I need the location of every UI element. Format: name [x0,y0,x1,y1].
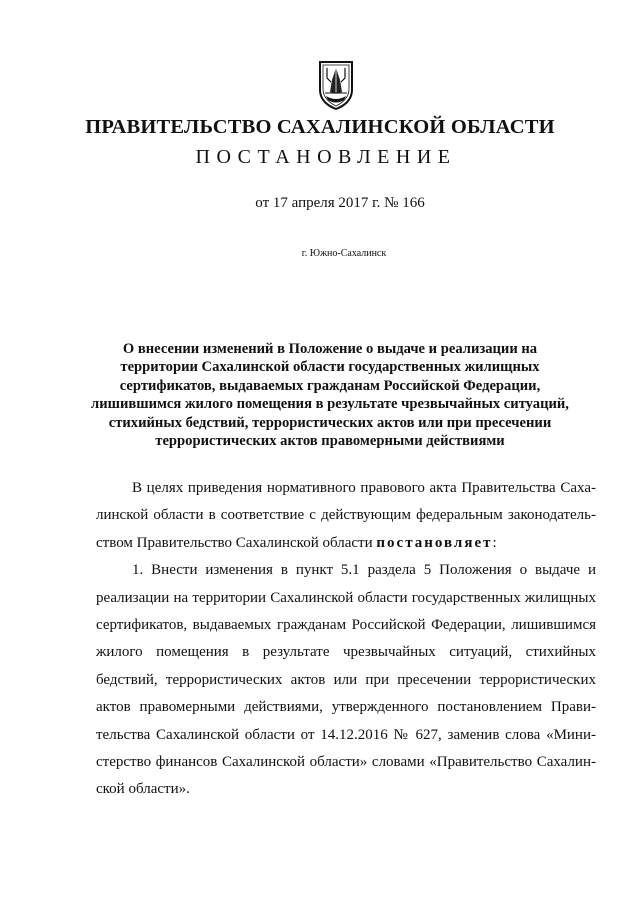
title-line: лишившимся жилого помещения в результате чрезвычайных ситуаций, [91,396,569,413]
body-line: линской области в соответствие с действующим федеральным законодатель- [96,507,596,524]
title-line: стихийных бедствий, террористических актов или при пресечении [108,414,552,431]
document-city: г. Южно-Сахалинск [301,248,387,259]
body-line: ской области». [96,781,190,798]
body-text: : [492,534,497,551]
body-line: жилого помещения в результате чрезвычайных ситуаций, стихийных [96,644,596,661]
body-line: актов правомерными действиями, утвержденного постановлением Прави- [96,699,596,716]
body-line: стерство финансов Сахалинской области» словами «Правительство Сахалин- [96,753,596,770]
title-line: территории Сахалинской области государственных жилищных [120,359,540,376]
resolution-keyword: постановляет [376,534,493,551]
title-line: сертификатов, выдаваемых гражданам Российской Федерации, [119,377,541,394]
body-line: реализации на территории Сахалинской области государственных жилищных [96,589,596,606]
body-line: 1. Внести изменения в пункт 5.1 раздела 5 Положения о выдаче и [132,562,596,579]
document-date-number: от 17 апреля 2017 г. № 166 [255,195,425,211]
body-line: В целях приведения нормативного правового акта Правительства Саха- [132,480,596,496]
sakhalin-coat-of-arms-icon [318,60,354,110]
organization-name: ПРАВИТЕЛЬСТВО САХАЛИНСКОЙ ОБЛАСТИ [85,116,555,138]
document-title [60,340,600,450]
document-body [96,475,596,804]
body-line: сертификатов, выдаваемых гражданам Российской Федерации, лишившимся [96,616,596,633]
body-line: бедствий, террористических актов или при пресечении террористических [96,671,596,688]
body-text: ством Правительство Сахалинской области [96,534,373,551]
body-line: тельства Сахалинской области от 14.12.2016 № 627, заменив слова «Мини- [96,726,596,743]
document-type: ПОСТАНОВЛЕНИЕ [195,146,457,168]
title-line: О внесении изменений в Положение о выдаче и реализации на [122,341,538,357]
body-line [96,530,596,557]
title-line: террористических актов правомерными действиями [155,433,505,450]
